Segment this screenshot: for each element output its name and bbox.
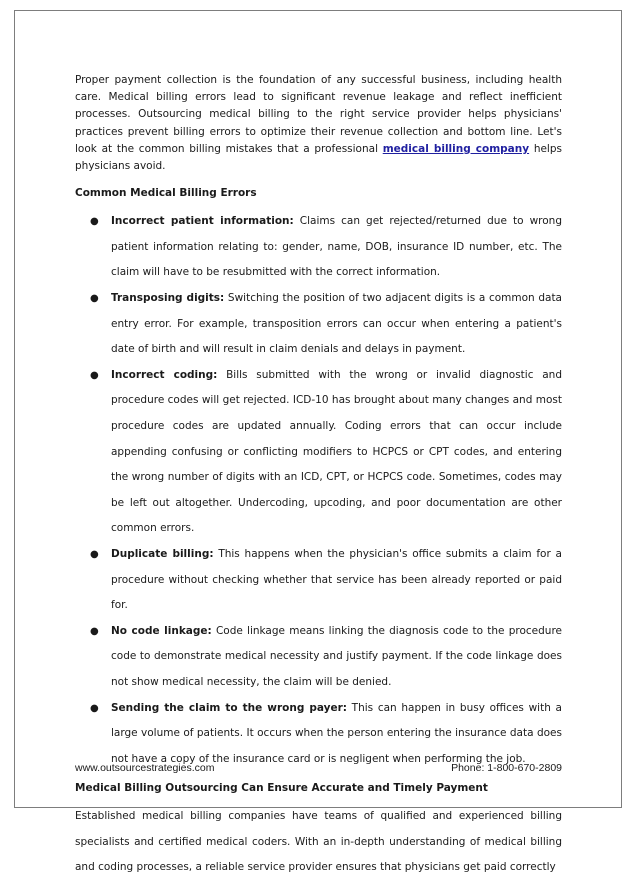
list-item-body: Bills submitted with the wrong or invalid diagnostic and procedure codes will get rejected. ICD-10 has brought about many changes and most procedure codes are updated annually. Coding errors that can occur include appending confusing or conflicting modifiers to HCPCS or CPT codes, and entering the wrong number of digits with an ICD, CPT, or HCPCS code. Sometimes, codes may be left out altogether. Undercoding, upcoding, and poor documentation are other common errors. bbox=[111, 368, 562, 535]
intro-text-before: Proper payment collection is the foundation of any successful business, including health care. Medical billing errors lead to significant revenue leakage and reflect inefficient processes. Outsourcing medical billing to the right service provider helps physicians' practices prevent billing errors to optimize their revenue collection and bottom line. Let's look at the common billing mistakes that a professional bbox=[75, 74, 562, 155]
bullet-icon: ● bbox=[90, 369, 99, 381]
list-item bbox=[75, 363, 562, 542]
list-item-title: No code linkage: bbox=[111, 624, 212, 637]
page-footer bbox=[75, 762, 562, 778]
section-heading-common-errors: Common Medical Billing Errors bbox=[75, 187, 257, 200]
intro-paragraph bbox=[75, 72, 562, 175]
error-list bbox=[75, 209, 562, 772]
outsourcing-paragraph: Established medical billing companies have teams of qualified and experienced billing specialists and certified medical coders. With an in-depth understanding of medical billing and coding processes, a reliable service provider ensures that physicians get paid correctly bbox=[75, 810, 562, 874]
list-item-body: Switching the position of two adjacent digits is a common data entry error. For example, transposition errors can occur when entering a patient's date of birth and will result in claim denials and delays in payment. bbox=[111, 292, 562, 356]
bullet-icon: ● bbox=[90, 548, 99, 560]
bullet-icon: ● bbox=[90, 625, 99, 637]
list-item-title: Sending the claim to the wrong payer: bbox=[111, 701, 347, 714]
list-item-body: Code linkage means linking the diagnosis code to the procedure code to demonstrate medical necessity and justify payment. If the code linkage does not show medical necessity, the claim will be denied. bbox=[111, 624, 562, 688]
footer-phone: Phone: 1-800-670-2809 bbox=[451, 762, 562, 774]
document-body bbox=[75, 72, 562, 881]
list-item bbox=[75, 209, 562, 286]
footer-website: www.outsourcestrategies.com bbox=[75, 762, 215, 774]
section-heading-outsourcing: Medical Billing Outsourcing Can Ensure Accurate and Timely Payment bbox=[75, 782, 488, 795]
list-item-title: Incorrect coding: bbox=[111, 368, 218, 381]
list-item bbox=[75, 542, 562, 619]
bullet-icon: ● bbox=[90, 216, 99, 228]
list-item-body: Claims can get rejected/returned due to wrong patient information relating to: gender, name, DOB, insurance ID number, etc. The claim will have to be resubmitted with the correct information. bbox=[111, 215, 562, 279]
intro-text-after: helps physicians avoid. bbox=[75, 142, 562, 173]
list-item-title: Duplicate billing: bbox=[111, 547, 214, 560]
list-item bbox=[75, 619, 562, 696]
list-item-body: This can happen in busy offices with a large volume of patients. It occurs when the person entering the insurance data does not have a copy of the insurance card or is negligent when performing the job. bbox=[111, 701, 562, 765]
list-item-title: Transposing digits: bbox=[111, 292, 225, 304]
medical-billing-company-link[interactable]: medical billing company bbox=[382, 142, 530, 155]
bullet-icon: ● bbox=[90, 702, 99, 714]
list-item bbox=[75, 696, 562, 773]
bullet-icon: ● bbox=[90, 293, 99, 304]
list-item bbox=[75, 286, 562, 363]
list-item-body: This happens when the physician's office submits a claim for a procedure without checking whether that service has been already reported or paid for. bbox=[111, 547, 562, 612]
list-item-title: Incorrect patient information: bbox=[111, 215, 294, 228]
